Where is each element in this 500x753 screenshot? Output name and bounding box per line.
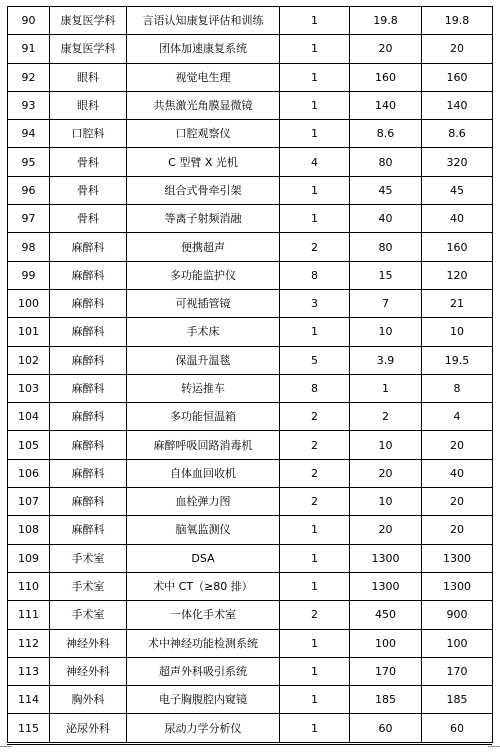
row-number-cell: 111 [8, 601, 50, 629]
equipment-table-body [8, 7, 493, 743]
total-cell: 40 [422, 459, 493, 487]
quantity-cell: 8 [280, 374, 350, 402]
table-row [8, 374, 493, 402]
equipment-name-cell: 保温升温毯 [127, 346, 280, 374]
department-cell: 麻醉科 [50, 516, 127, 544]
quantity-cell: 1 [280, 572, 350, 600]
department-cell: 麻醉科 [50, 459, 127, 487]
quantity-cell: 3 [280, 289, 350, 317]
row-number-cell: 93 [8, 91, 50, 119]
department-cell: 胸外科 [50, 686, 127, 714]
total-cell: 8.6 [422, 120, 493, 148]
quantity-cell: 1 [280, 63, 350, 91]
table-row [8, 35, 493, 63]
department-cell: 麻醉科 [50, 261, 127, 289]
row-number-cell: 106 [8, 459, 50, 487]
equipment-name-cell: C 型臂 X 光机 [127, 148, 280, 176]
row-number-cell: 108 [8, 516, 50, 544]
table-row [8, 318, 493, 346]
table-row [8, 91, 493, 119]
unit-price-cell: 1 [350, 374, 422, 402]
quantity-cell: 1 [280, 91, 350, 119]
equipment-name-cell: 电子胸腹腔内窥镜 [127, 686, 280, 714]
quantity-cell: 1 [280, 657, 350, 685]
row-number-cell: 92 [8, 63, 50, 91]
table-row [8, 601, 493, 629]
equipment-table [7, 6, 493, 743]
unit-price-cell: 15 [350, 261, 422, 289]
quantity-cell: 2 [280, 601, 350, 629]
page-bottom-rule [7, 744, 492, 745]
department-cell: 眼科 [50, 91, 127, 119]
department-cell: 麻醉科 [50, 374, 127, 402]
unit-price-cell: 20 [350, 35, 422, 63]
total-cell: 120 [422, 261, 493, 289]
equipment-name-cell: 超声外科吸引系统 [127, 657, 280, 685]
unit-price-cell: 160 [350, 63, 422, 91]
department-cell: 手术室 [50, 572, 127, 600]
total-cell: 100 [422, 629, 493, 657]
quantity-cell: 5 [280, 346, 350, 374]
row-number-cell: 91 [8, 35, 50, 63]
equipment-name-cell: 自体血回收机 [127, 459, 280, 487]
unit-price-cell: 20 [350, 459, 422, 487]
unit-price-cell: 100 [350, 629, 422, 657]
total-cell: 160 [422, 63, 493, 91]
table-row [8, 516, 493, 544]
unit-price-cell: 1300 [350, 572, 422, 600]
equipment-name-cell: 血栓弹力图 [127, 488, 280, 516]
total-cell: 8 [422, 374, 493, 402]
unit-price-cell: 140 [350, 91, 422, 119]
unit-price-cell: 2 [350, 403, 422, 431]
row-number-cell: 90 [8, 7, 50, 35]
table-row [8, 120, 493, 148]
department-cell: 神经外科 [50, 657, 127, 685]
department-cell: 麻醉科 [50, 488, 127, 516]
unit-price-cell: 19.8 [350, 7, 422, 35]
department-cell: 骨科 [50, 148, 127, 176]
table-row [8, 346, 493, 374]
equipment-name-cell: 脑氧监测仪 [127, 516, 280, 544]
unit-price-cell: 8.6 [350, 120, 422, 148]
total-cell: 4 [422, 403, 493, 431]
total-cell: 20 [422, 488, 493, 516]
equipment-name-cell: 口腔观察仪 [127, 120, 280, 148]
total-cell: 160 [422, 233, 493, 261]
row-number-cell: 114 [8, 686, 50, 714]
total-cell: 1300 [422, 572, 493, 600]
unit-price-cell: 10 [350, 488, 422, 516]
department-cell: 手术室 [50, 544, 127, 572]
total-cell: 140 [422, 91, 493, 119]
row-number-cell: 100 [8, 289, 50, 317]
unit-price-cell: 60 [350, 714, 422, 742]
total-cell: 60 [422, 714, 493, 742]
unit-price-cell: 40 [350, 205, 422, 233]
table-row [8, 544, 493, 572]
table-row [8, 488, 493, 516]
total-cell: 40 [422, 205, 493, 233]
quantity-cell: 1 [280, 516, 350, 544]
table-row [8, 431, 493, 459]
unit-price-cell: 45 [350, 176, 422, 204]
row-number-cell: 115 [8, 714, 50, 742]
unit-price-cell: 80 [350, 233, 422, 261]
department-cell: 骨科 [50, 176, 127, 204]
equipment-name-cell: 可视插管镜 [127, 289, 280, 317]
table-row [8, 629, 493, 657]
department-cell: 康复医学科 [50, 7, 127, 35]
table-row [8, 7, 493, 35]
total-cell: 185 [422, 686, 493, 714]
table-row [8, 205, 493, 233]
equipment-name-cell: 转运推车 [127, 374, 280, 402]
row-number-cell: 99 [8, 261, 50, 289]
row-number-cell: 102 [8, 346, 50, 374]
unit-price-cell: 185 [350, 686, 422, 714]
quantity-cell: 1 [280, 7, 350, 35]
unit-price-cell: 7 [350, 289, 422, 317]
unit-price-cell: 20 [350, 516, 422, 544]
equipment-name-cell: 团体加速康复系统 [127, 35, 280, 63]
department-cell: 口腔科 [50, 120, 127, 148]
unit-price-cell: 10 [350, 431, 422, 459]
table-row [8, 572, 493, 600]
department-cell: 麻醉科 [50, 403, 127, 431]
equipment-name-cell: 一体化手术室 [127, 601, 280, 629]
total-cell: 10 [422, 318, 493, 346]
equipment-name-cell: 等离子射频消融 [127, 205, 280, 233]
equipment-name-cell: 手术床 [127, 318, 280, 346]
equipment-name-cell: 便携超声 [127, 233, 280, 261]
quantity-cell: 1 [280, 629, 350, 657]
row-number-cell: 107 [8, 488, 50, 516]
department-cell: 麻醉科 [50, 318, 127, 346]
total-cell: 1300 [422, 544, 493, 572]
total-cell: 21 [422, 289, 493, 317]
total-cell: 19.8 [422, 7, 493, 35]
table-row [8, 289, 493, 317]
row-number-cell: 95 [8, 148, 50, 176]
equipment-name-cell: 共焦激光角膜显微镜 [127, 91, 280, 119]
department-cell: 泌尿外科 [50, 714, 127, 742]
table-row [8, 686, 493, 714]
unit-price-cell: 1300 [350, 544, 422, 572]
quantity-cell: 1 [280, 686, 350, 714]
department-cell: 手术室 [50, 601, 127, 629]
quantity-cell: 2 [280, 233, 350, 261]
row-number-cell: 104 [8, 403, 50, 431]
total-cell: 20 [422, 431, 493, 459]
table-row [8, 63, 493, 91]
unit-price-cell: 10 [350, 318, 422, 346]
quantity-cell: 1 [280, 205, 350, 233]
table-row [8, 403, 493, 431]
department-cell: 麻醉科 [50, 289, 127, 317]
table-row [8, 459, 493, 487]
equipment-name-cell: 术中 CT（≥80 排） [127, 572, 280, 600]
department-cell: 麻醉科 [50, 233, 127, 261]
unit-price-cell: 450 [350, 601, 422, 629]
department-cell: 神经外科 [50, 629, 127, 657]
row-number-cell: 105 [8, 431, 50, 459]
table-row [8, 233, 493, 261]
department-cell: 麻醉科 [50, 346, 127, 374]
row-number-cell: 113 [8, 657, 50, 685]
row-number-cell: 112 [8, 629, 50, 657]
quantity-cell: 1 [280, 318, 350, 346]
quantity-cell: 2 [280, 431, 350, 459]
department-cell: 眼科 [50, 63, 127, 91]
table-row [8, 714, 493, 742]
row-number-cell: 96 [8, 176, 50, 204]
row-number-cell: 98 [8, 233, 50, 261]
equipment-name-cell: 多功能恒温箱 [127, 403, 280, 431]
row-number-cell: 109 [8, 544, 50, 572]
quantity-cell: 4 [280, 148, 350, 176]
quantity-cell: 1 [280, 35, 350, 63]
row-number-cell: 101 [8, 318, 50, 346]
equipment-name-cell: 尿动力学分析仪 [127, 714, 280, 742]
total-cell: 320 [422, 148, 493, 176]
total-cell: 20 [422, 516, 493, 544]
equipment-name-cell: 视觉电生理 [127, 63, 280, 91]
department-cell: 康复医学科 [50, 35, 127, 63]
equipment-name-cell: 术中神经功能检测系统 [127, 629, 280, 657]
quantity-cell: 2 [280, 488, 350, 516]
equipment-name-cell: 组合式骨牵引架 [127, 176, 280, 204]
table-row [8, 657, 493, 685]
quantity-cell: 1 [280, 176, 350, 204]
quantity-cell: 8 [280, 261, 350, 289]
quantity-cell: 2 [280, 459, 350, 487]
equipment-name-cell: 多功能监护仪 [127, 261, 280, 289]
total-cell: 170 [422, 657, 493, 685]
quantity-cell: 1 [280, 544, 350, 572]
unit-price-cell: 80 [350, 148, 422, 176]
quantity-cell: 1 [280, 120, 350, 148]
department-cell: 麻醉科 [50, 431, 127, 459]
equipment-name-cell: 麻醉呼吸回路消毒机 [127, 431, 280, 459]
quantity-cell: 1 [280, 714, 350, 742]
department-cell: 骨科 [50, 205, 127, 233]
equipment-name-cell: DSA [127, 544, 280, 572]
total-cell: 19.5 [422, 346, 493, 374]
row-number-cell: 94 [8, 120, 50, 148]
quantity-cell: 2 [280, 403, 350, 431]
table-row [8, 176, 493, 204]
row-number-cell: 103 [8, 374, 50, 402]
row-number-cell: 110 [8, 572, 50, 600]
table-row [8, 261, 493, 289]
row-number-cell: 97 [8, 205, 50, 233]
total-cell: 900 [422, 601, 493, 629]
total-cell: 45 [422, 176, 493, 204]
table-row [8, 148, 493, 176]
unit-price-cell: 170 [350, 657, 422, 685]
equipment-name-cell: 言语认知康复评估和训练 [127, 7, 280, 35]
unit-price-cell: 3.9 [350, 346, 422, 374]
total-cell: 20 [422, 35, 493, 63]
